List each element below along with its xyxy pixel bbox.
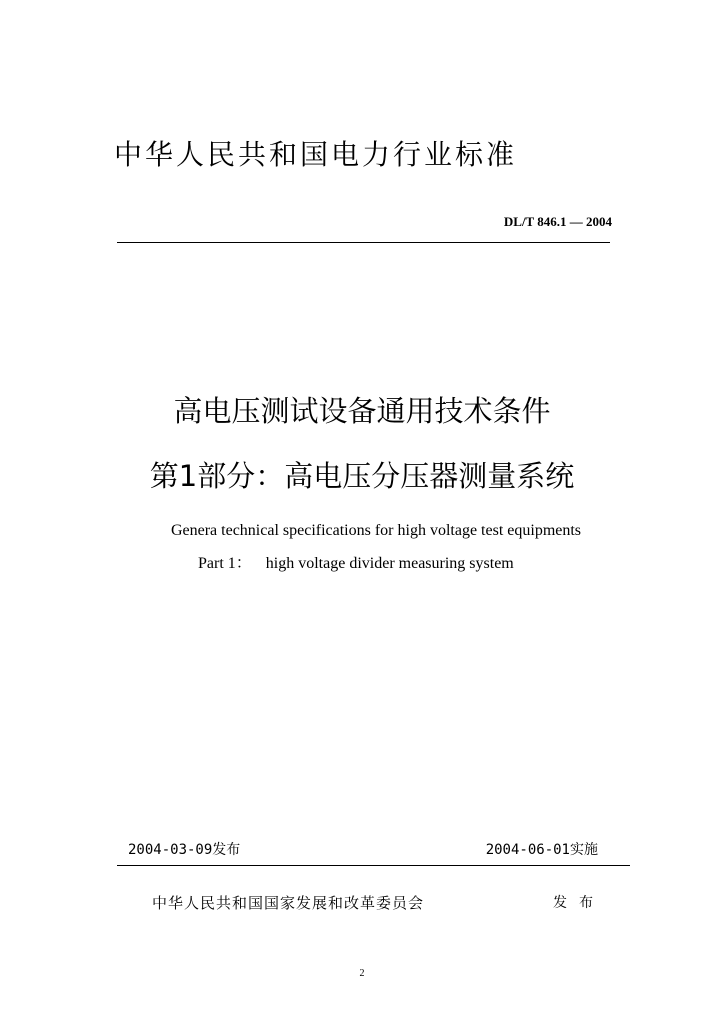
document-title-zh-line2: 第1部分：高电压分压器测量系统 bbox=[149, 459, 575, 493]
document-title-en-line2 bbox=[198, 553, 514, 575]
implement-date: 2004-06-01实施 bbox=[485, 842, 598, 858]
document-title-zh-line1: 高电压测试设备通用技术条件 bbox=[173, 394, 551, 428]
issue-label: 发布 bbox=[553, 895, 605, 911]
page-number: 2 bbox=[359, 968, 365, 979]
industry-standard-title: 中华人民共和国电力行业标准 bbox=[114, 138, 518, 171]
document-title-en-line1: Genera technical specifications for high voltage test equipments bbox=[170, 522, 582, 539]
publish-date: 2004-03-09发布 bbox=[128, 842, 241, 858]
bottom-divider bbox=[117, 865, 630, 866]
top-divider bbox=[117, 242, 610, 243]
standard-number: DL/T 846.1 — 2004 bbox=[503, 214, 612, 229]
issuing-authority: 中华人民共和国国家发展和改革委员会 bbox=[152, 894, 425, 912]
part-title-en: high voltage divider measuring system bbox=[265, 555, 514, 572]
part-label: Part 1： bbox=[198, 555, 252, 572]
